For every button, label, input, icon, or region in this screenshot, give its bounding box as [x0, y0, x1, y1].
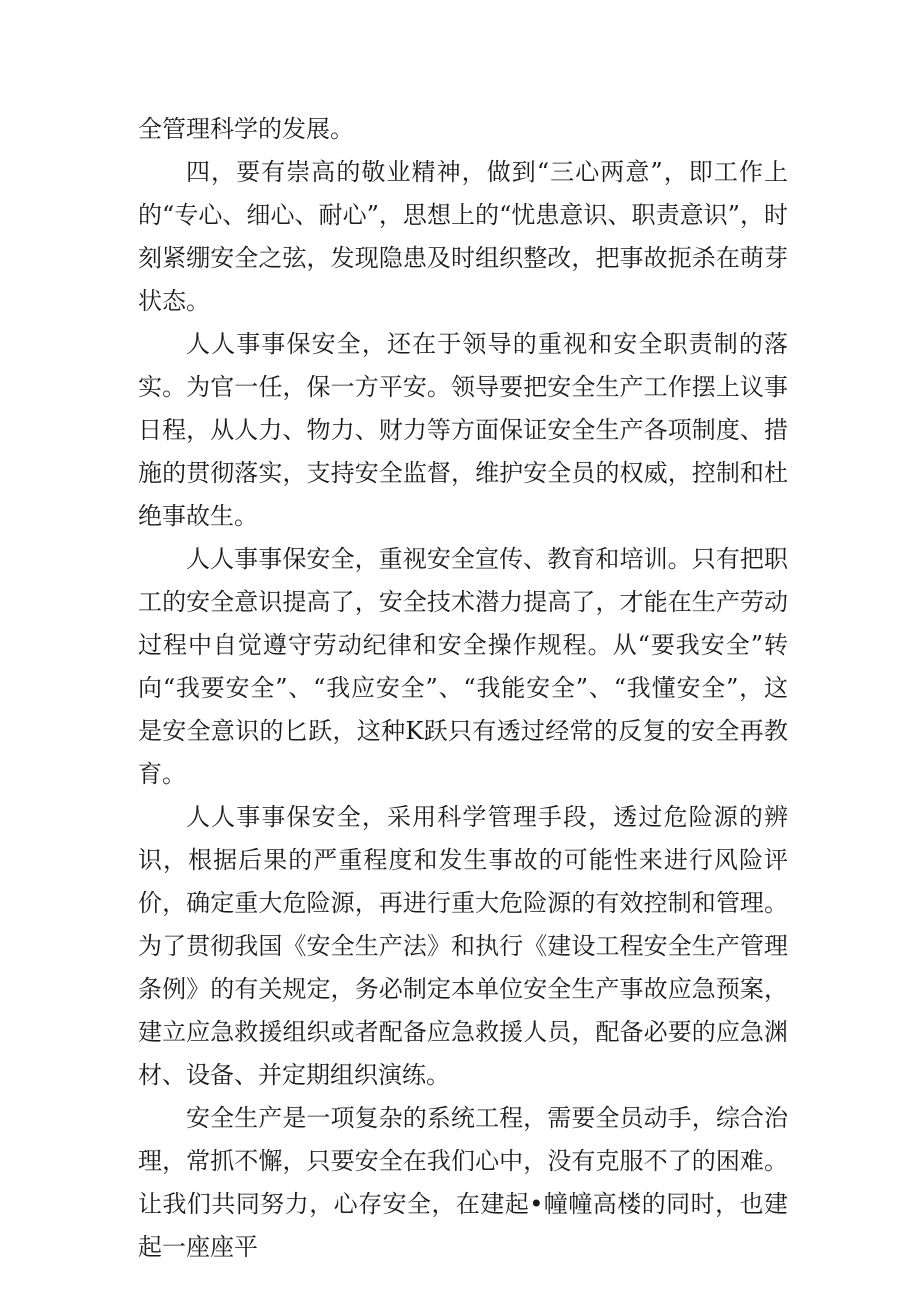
paragraph-scientific-management: 人人事事保安全，采用科学管理手段，透过危险源的辨识，根据后果的严重程度和发生事故的可能性来进行风险评价，确定重大危险源，再进行重大危险源的有效控制和管理。为了贯彻我国《安全生产法》和执行《建设工程安全生产管理条例》的有关规定，务必制定本单位安全生产事故应急预案，建立应急救援组织或者配备应急救援人员，配备必要的应急渊材、设备、并定期组织演练。: [138, 803, 788, 1089]
paragraph-safety-education: 人人事事保安全，重视安全宣传、教育和培训。只有把职工的安全意识提高了，安全技术潜力提高了，才能在生产劳动过程中自觉遵守劳动纪律和安全操作规程。从“要我安全”转向“我要安全”、“我应安全”、“我能安全”、“我懂安全”，这是安全意识的匕跃，这种K跃只有透过经常的反复的安全再教育。: [138, 545, 788, 788]
paragraph-leadership-responsibility: 人人事事保安全，还在于领导的重视和安全职责制的落实。为官一任，保一方平安。领导要把安全生产工作摆上议事日程，从人力、物力、财力等方面保证安全生产各项制度、措施的贯彻落实，支持安全监督，维护安全员的权威，控制和杜绝事故生。: [138, 330, 788, 530]
paragraph-dedication-spirit: 四，要有崇高的敬业精神，做到“三心两意”，即工作上的“专心、细心、耐心”，思想上的“忧患意识、职责意识”，时刻紧绷安全之弦，发现隐患及时组织整改，把事故扼杀在萌芽状态。: [138, 158, 788, 315]
paragraph-continuation: 全管理科学的发展。: [138, 115, 354, 143]
document-body: [138, 108, 788, 1269]
paragraph-conclusion: 安全生产是一项复杂的系统工程，需要全员动手，综合治理，常抓不懈，只要安全在我们心中，没有克服不了的困难。让我们共同努力，心存安全，在建起•幢幢高楼的同时，也建起一座座平: [138, 1104, 788, 1261]
